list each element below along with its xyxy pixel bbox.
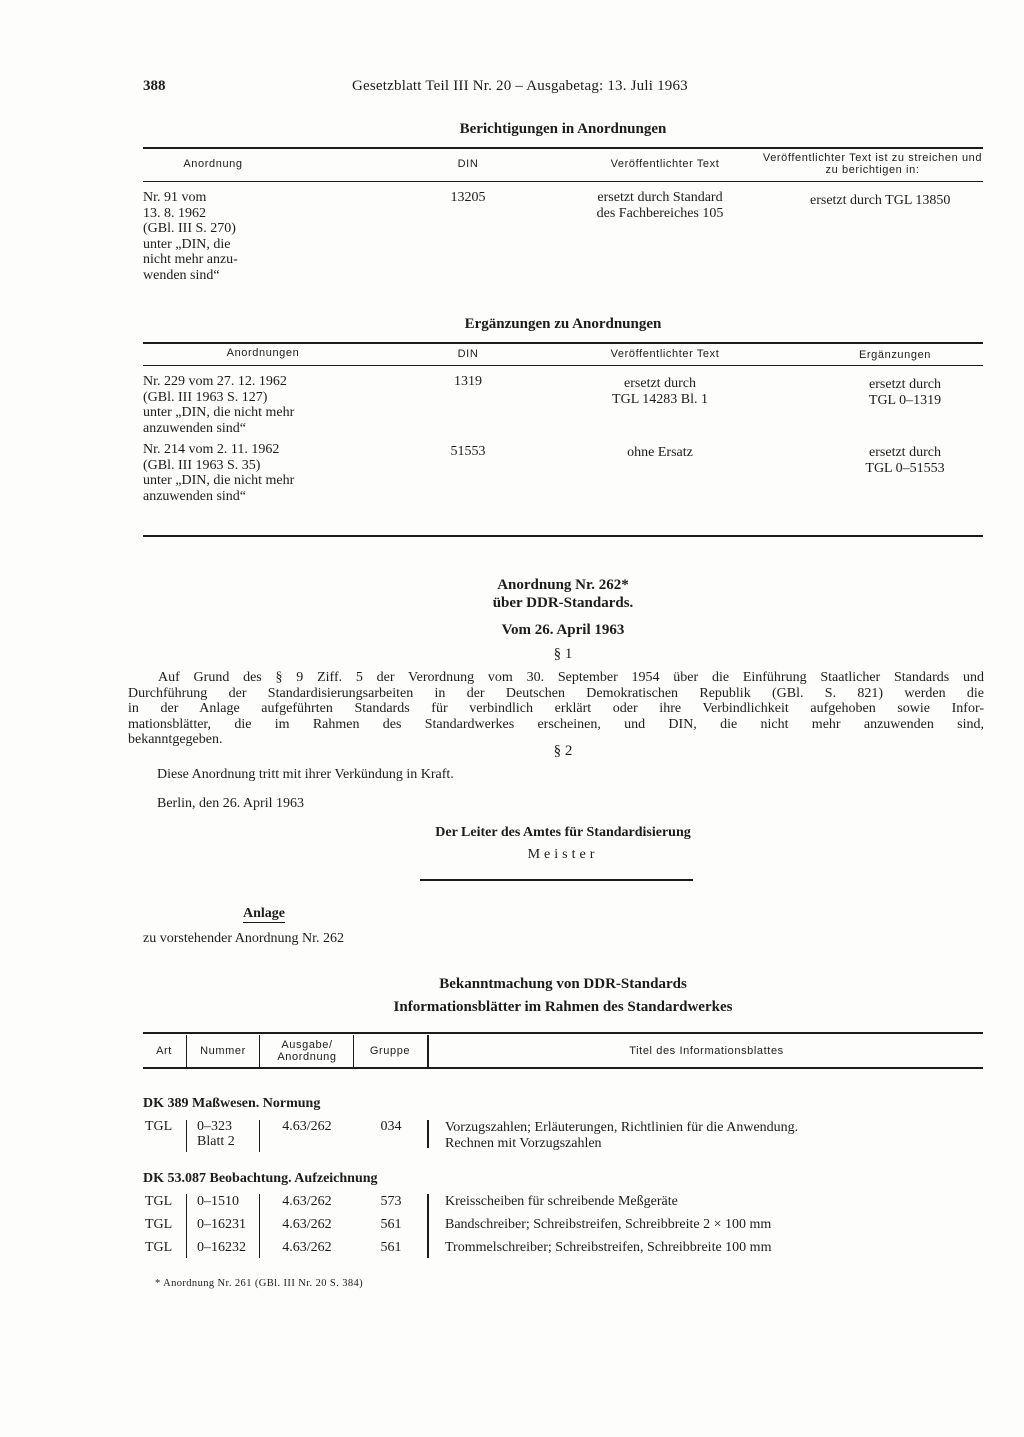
- row-ausgabe: 4.63/262: [282, 1240, 332, 1255]
- row-art: TGL: [145, 1119, 173, 1134]
- paragraph-2-heading: § 2: [553, 743, 573, 759]
- ergaenzungen-title: Ergänzungen zu Anordnungen: [464, 316, 662, 332]
- anlage-label: Anlage: [243, 906, 285, 921]
- col-ausgabe: Ausgabe/ Anordnung: [277, 1039, 337, 1063]
- row-din: 51553: [450, 444, 486, 459]
- col-anordnung: Anordnung: [183, 158, 243, 170]
- row-nummer: 0–16232: [197, 1240, 246, 1255]
- group-heading: DK 389 Maßwesen. Normung: [143, 1096, 321, 1111]
- row-art: TGL: [145, 1240, 173, 1255]
- row-titel: Kreisscheiben für schreibende Meßgeräte: [445, 1194, 678, 1209]
- column-divider: [427, 1035, 429, 1067]
- paragraph-line: in der Anlage aufgeführten Standards für verbindlich erklärt oder ihre Verbindlichkeit aufgehoben sowie Infor-: [128, 701, 984, 716]
- row-titel-line: Rechnen mit Vorzugszahlen: [445, 1135, 602, 1151]
- row-anordnung-line: unter „DIN, die nicht mehr: [143, 473, 295, 488]
- table-row: [143, 190, 293, 283]
- column-divider: [427, 1194, 429, 1258]
- signatory-name: Meister: [527, 847, 599, 862]
- place-date: Berlin, den 26. April 1963: [157, 796, 304, 811]
- row-ergaenzung: [800, 377, 1010, 408]
- row-nummer: 0–323: [197, 1119, 232, 1134]
- row-anordnung-line: Nr. 229 vom 27. 12. 1962: [143, 374, 287, 389]
- row-gruppe: 561: [380, 1217, 402, 1232]
- col-anordnungen: Anordnungen: [226, 347, 300, 359]
- paragraph-2-text: Diese Anordnung tritt mit ihrer Verkündung in Kraft.: [157, 767, 454, 782]
- col-din: DIN: [457, 348, 479, 360]
- column-divider: [353, 1035, 354, 1067]
- row-gruppe: 561: [380, 1240, 402, 1255]
- col-text: Veröffentlichter Text: [610, 158, 720, 170]
- signatory-title: Der Leiter des Amtes für Standardisierung: [435, 825, 691, 840]
- paragraph-line: Auf Grund des § 9 Ziff. 5 der Verordnung vom 30. September 1954 über die Einführung Staatlicher Standards und: [158, 670, 984, 685]
- column-divider: [259, 1035, 260, 1067]
- row-text: [555, 376, 765, 407]
- column-divider: [186, 1194, 187, 1258]
- table-row: [143, 442, 403, 504]
- row-gruppe: 573: [380, 1194, 402, 1209]
- row-text: ohne Ersatz: [627, 445, 693, 460]
- col-ergaenzungen: Ergänzungen: [858, 349, 932, 361]
- footnote: * Anordnung Nr. 261 (GBl. III Nr. 20 S. 384): [155, 1278, 364, 1289]
- col-din: DIN: [457, 158, 479, 170]
- row-din: 1319: [454, 374, 482, 389]
- anordnung-subtitle: über DDR-Standards.: [492, 595, 634, 611]
- paragraph-1-heading: § 1: [553, 646, 573, 662]
- table-top-rule: [143, 147, 983, 149]
- divider: [420, 879, 693, 881]
- row-berichtigung: ersetzt durch TGL 13850: [810, 193, 951, 208]
- column-divider: [427, 1120, 429, 1148]
- row-titel: [445, 1120, 975, 1151]
- bekanntmachung-title: Bekanntmachung von DDR-Standards: [439, 976, 687, 992]
- row-anordnung-line: Nr. 214 vom 2. 11. 1962: [143, 442, 280, 457]
- row-nummer: 0–16231: [197, 1217, 246, 1232]
- row-text-line: TGL 14283 Bl. 1: [612, 391, 708, 407]
- row-nummer: 0–1510: [197, 1194, 239, 1209]
- paragraph-1-text: [128, 670, 984, 748]
- row-ergaenzung-line: ersetzt durch: [869, 377, 941, 392]
- row-anordnung-line: 13. 8. 1962: [143, 205, 206, 221]
- table-header-rule: [143, 181, 983, 182]
- column-divider: [186, 1120, 187, 1152]
- running-title: Gesetzblatt Teil III Nr. 20 – Ausgabetag: 13. Juli 1963: [352, 78, 688, 94]
- row-anordnung-line: wenden sind“: [143, 267, 220, 283]
- row-art: TGL: [145, 1217, 173, 1232]
- column-divider: [259, 1194, 260, 1258]
- row-ergaenzung: [800, 445, 1010, 476]
- paragraph-line: Durchführung der Standardisierungsarbeiten in der Deutschen Demokratischen Republik (GBl. S. 821) werden die: [128, 685, 984, 701]
- row-anordnung-line: (GBl. III 1963 S. 127): [143, 389, 268, 405]
- row-text-line: des Fachbereiches 105: [596, 205, 724, 221]
- column-divider: [259, 1120, 260, 1152]
- anordnung-title: Anordnung Nr. 262*: [497, 577, 629, 593]
- col-titel: Titel des Informationsblattes: [629, 1045, 784, 1057]
- col-berichtigung: Veröffentlichter Text ist zu streichen und zu berichtigen in:: [762, 152, 983, 176]
- row-gruppe: 034: [380, 1119, 402, 1134]
- row-titel-line: Vorzugszahlen; Erläuterungen, Richtlinien für die Anwendung.: [445, 1120, 799, 1135]
- row-ergaenzung-line: ersetzt durch: [869, 445, 941, 460]
- group-heading: DK 53.087 Beobachtung. Aufzeichnung: [143, 1171, 378, 1186]
- row-anordnung-line: anzuwenden sind“: [143, 488, 247, 504]
- row-nummer-blatt: Blatt 2: [197, 1134, 235, 1149]
- row-ergaenzung-line: TGL 0–1319: [868, 392, 942, 408]
- bekanntmachung-subtitle: Informationsblätter im Rahmen des Standardwerkes: [393, 999, 733, 1015]
- column-divider: [186, 1035, 187, 1067]
- row-ausgabe: 4.63/262: [282, 1194, 332, 1209]
- row-anordnung-line: nicht mehr anzu-: [143, 252, 238, 267]
- row-din: 13205: [450, 190, 486, 205]
- col-art: Art: [156, 1045, 172, 1057]
- table-top-rule: [143, 342, 983, 344]
- row-ausgabe: 4.63/262: [282, 1217, 332, 1232]
- row-anordnung-line: Nr. 91 vom: [143, 190, 207, 205]
- row-ergaenzung-line: TGL 0–51553: [865, 460, 945, 476]
- table-bottom-rule: [143, 535, 983, 537]
- row-anordnung-line: unter „DIN, die: [143, 236, 231, 252]
- col-nummer: Nummer: [200, 1045, 246, 1057]
- row-art: TGL: [145, 1194, 173, 1209]
- col-text: Veröffentlichter Text: [610, 348, 720, 360]
- row-titel: Bandschreiber; Schreibstreifen, Schreibbreite 2 × 100 mm: [445, 1217, 772, 1232]
- row-text-line: ersetzt durch: [624, 376, 696, 391]
- col-gruppe: Gruppe: [369, 1045, 411, 1057]
- table-header-rule: [143, 365, 983, 366]
- row-anordnung-line: (GBl. III 1963 S. 35): [143, 457, 261, 473]
- row-text-line: ersetzt durch Standard: [597, 190, 723, 205]
- row-ausgabe: 4.63/262: [282, 1119, 332, 1134]
- anlage-subtitle: zu vorstehender Anordnung Nr. 262: [143, 931, 345, 946]
- paragraph-line: bekanntgegeben.: [128, 732, 223, 747]
- page-number: 388: [143, 78, 166, 94]
- row-anordnung-line: (GBl. III S. 270): [143, 221, 236, 236]
- row-anordnung-line: anzuwenden sind“: [143, 420, 247, 436]
- berichtigungen-title: Berichtigungen in Anordnungen: [459, 121, 667, 137]
- row-titel: Trommelschreiber; Schreibstreifen, Schreibbreite 100 mm: [445, 1240, 772, 1255]
- anordnung-date: Vom 26. April 1963: [501, 622, 625, 638]
- table-header-rule: [143, 1067, 983, 1069]
- table-top-rule: [143, 1032, 983, 1034]
- paragraph-line: mationsblätter, die im Rahmen des Standardwerkes erscheinen, und DIN, die nicht mehr anzuwenden sind,: [128, 716, 984, 732]
- row-text: [555, 190, 765, 221]
- row-anordnung-line: unter „DIN, die nicht mehr: [143, 405, 295, 420]
- table-row: [143, 374, 403, 436]
